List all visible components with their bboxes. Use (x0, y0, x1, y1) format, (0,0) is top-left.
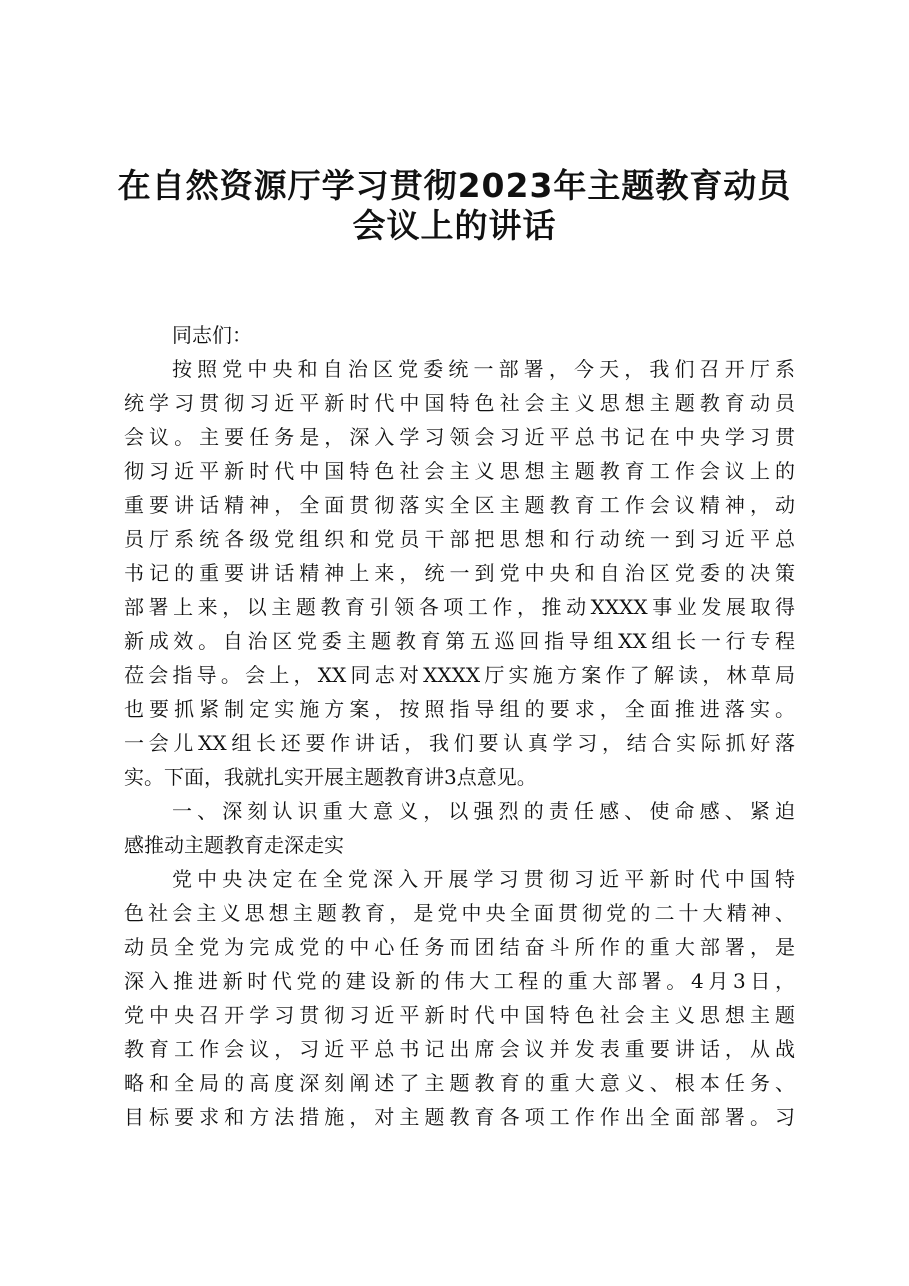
body-text-line: 教育工作会议，习近平总书记出席会议并发表重要讲话，从战 (124, 1037, 795, 1061)
body-text-line: 实。下面，我就扎实开展主题教育讲3点意见。 (124, 765, 537, 789)
body-text-line: 动员全党为完成党的中心任务而团结奋斗所作的重大部署，是 (124, 935, 795, 959)
body-text-line: 色社会主义思想主题教育，是党中央全面贯彻党的二十大精神、 (124, 901, 795, 925)
body-text-line: 新成效。自治区党委主题教育第五巡回指导组XX组长一行专程 (124, 629, 795, 653)
body-text-line: 目标要求和方法措施，对主题教育各项工作作出全面部署。习 (124, 1105, 795, 1129)
body-text-line: 也要抓紧制定实施方案，按照指导组的要求，全面推进落实。 (124, 697, 795, 721)
body-text-line: 一会儿XX组长还要作讲话，我们要认真学习，结合实际抓好落 (124, 731, 795, 755)
body-text-line: 党中央决定在全党深入开展学习贯彻习近平新时代中国特 (172, 867, 795, 891)
body-text-line: 统学习贯彻习近平新时代中国特色社会主义思想主题教育动员 (124, 391, 795, 415)
body-text-line: 会议。主要任务是，深入学习领会习近平总书记在中央学习贯 (124, 425, 795, 449)
body-text-line: 同志们： (172, 323, 252, 347)
body-text-line: 重要讲话精神，全面贯彻落实全区主题教育工作会议精神，动 (124, 493, 795, 517)
body-text-line: 部署上来，以主题教育引领各项工作，推动XXXX事业发展取得 (124, 595, 795, 619)
body-text-line: 党中央召开学习贯彻习近平新时代中国特色社会主义思想主题 (124, 1003, 795, 1027)
body-text-line: 深入推进新时代党的建设新的伟大工程的重大部署。4月3日， (124, 969, 795, 993)
body-text-line: 员厅系统各级党组织和党员干部把思想和行动统一到习近平总 (124, 527, 795, 551)
body-text-line: 书记的重要讲话精神上来，统一到党中央和自治区党委的决策 (124, 561, 795, 585)
document-title-line-1: 在自然资源厅学习贯彻2023年主题教育动员 (117, 166, 792, 205)
body-text-line: 略和全局的高度深刻阐述了主题教育的重大意义、根本任务、 (124, 1071, 795, 1095)
body-text-line: 一、深刻认识重大意义，以强烈的责任感、使命感、紧迫 (172, 799, 795, 823)
body-text-line: 按照党中央和自治区党委统一部署，今天，我们召开厅系 (172, 357, 795, 381)
body-text-line: 莅会指导。会上，XX同志对XXXX厅实施方案作了解读，林草局 (124, 663, 795, 687)
body-text-line: 感推动主题教育走深走实 (124, 833, 344, 857)
document-title-line-2: 会议上的讲话 (352, 206, 557, 245)
body-text-line: 彻习近平新时代中国特色社会主义思想主题教育工作会议上的 (124, 459, 795, 483)
